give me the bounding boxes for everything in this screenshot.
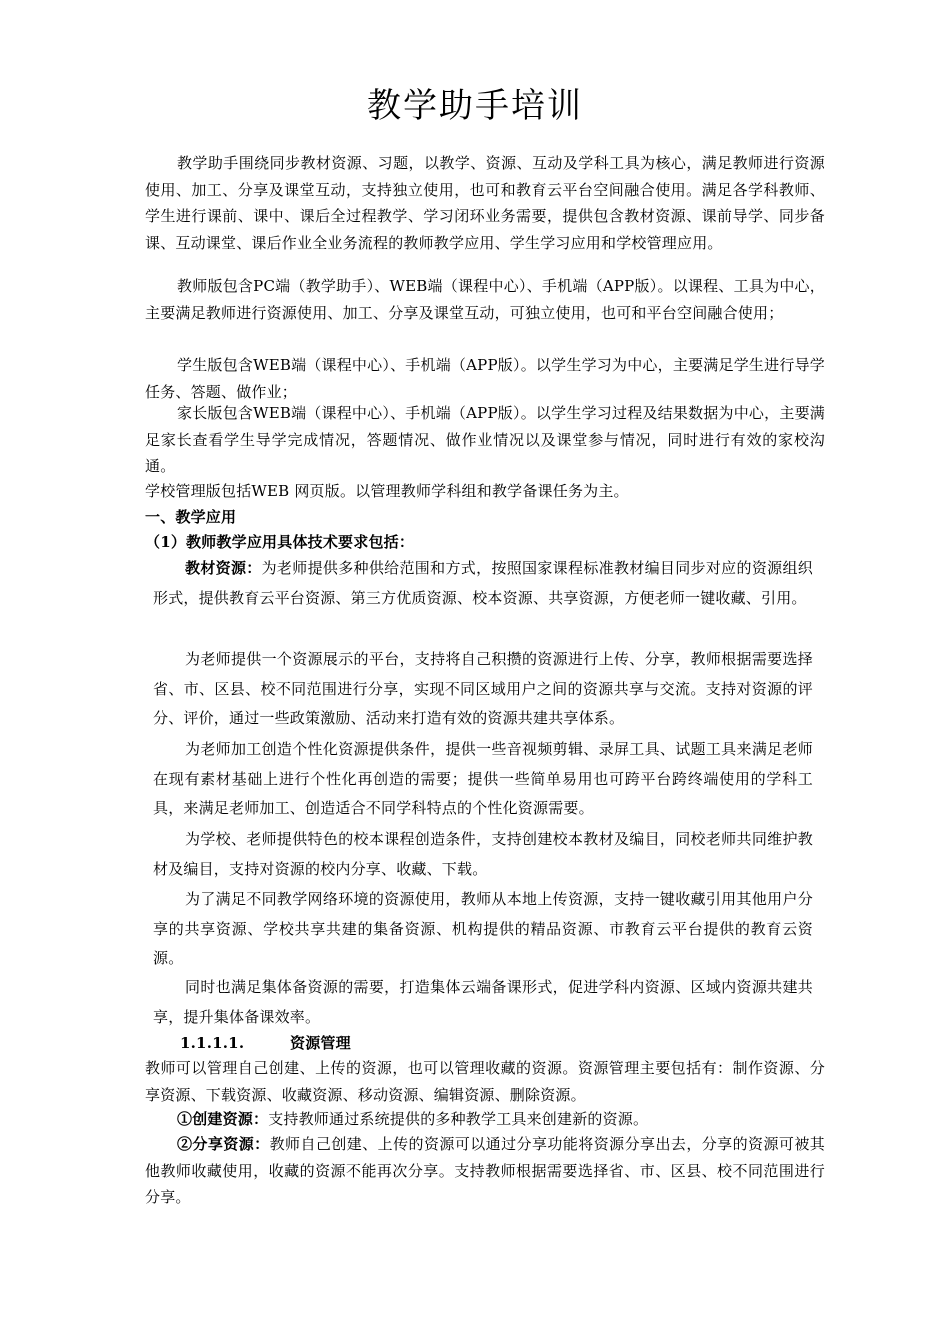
resource-platform-paragraph: 为老师提供一个资源展示的平台，支持将自己积攒的资源进行上传、分享，教师根据需要选择省、市、区县、校不同范围进行分享，实现不同区域用户之间的资源共享与交流。支持对资源的评分、评价，通过一些政策激励、活动来打造有效的资源共建共享体系。 (153, 650, 813, 727)
create-resource-item (145, 1106, 825, 1133)
intro-paragraph-1: 教学助手围绕同步教材资源、习题，以教学、资源、互动及学科工具为核心，满足教师进行资源使用、加工、分享及课堂互动，支持独立使用，也可和教育云平台空间融合使用。满足各学科教师、学生进行课前、课中、课后全过程教学、学习闭环业务需要，提供包含教材资源、课前导学、同步备课、互动课堂、课后作业全业务流程的教师教学应用、学生学习应用和学校管理应用。 (145, 154, 825, 252)
subsection-number: 1.1.1.1. (180, 1034, 245, 1052)
share-resource-item (145, 1131, 825, 1211)
intro-paragraph-student: 学生版包含WEB端（课程中心）、手机端（APP版）。以学生学习为中心，主要满足学生进行导学任务、答题、做作业； (145, 356, 825, 401)
subsection-title: 资源管理 (290, 1034, 351, 1052)
subsection-heading-resource-management (145, 1030, 825, 1057)
collective-prep-paragraph: 同时也满足集体备资源的需要，打造集体云端备课形式，促进学科内资源、区域内资源共建共享，提升集体备课效率。 (153, 978, 813, 1026)
create-resource-text: 支持教师通过系统提供的多种教学工具来创建新的资源。 (268, 1110, 649, 1128)
school-course-paragraph: 为学校、老师提供特色的校本课程创造条件，支持创建校本教材及编目，同校老师共同维护教材及编目，支持对资源的校内分享、收藏、下载。 (153, 830, 813, 878)
section-subheading-requirements: （1）教师教学应用具体技术要求包括： (145, 533, 415, 551)
share-resource-text: 教师自己创建、上传的资源可以通过分享功能将资源分享出去，分享的资源可被其他教师收藏使用，收藏的资源不能再次分享。支持教师根据需要选择省、市、区县、校不同范围进行分享。 (145, 1135, 825, 1206)
section-heading-teaching: 一、教学应用 (145, 508, 237, 526)
page-title: 教学助手培训 (367, 86, 583, 126)
network-resource-paragraph: 为了满足不同教学网络环境的资源使用，教师从本地上传资源，支持一键收藏引用其他用户分享的共享资源、学校共享共建的集备资源、机构提供的精品资源、市教育云平台提供的教育云资源。 (153, 890, 813, 967)
intro-paragraph-teacher: 教师版包含PC端（教学助手）、WEB端（课程中心）、手机端（APP版）。以课程、工具为中心，主要满足教师进行资源使用、加工、分享及课堂互动，可独立使用，也可和平台空间融合使用； (145, 277, 825, 322)
create-resource-label: ①创建资源： (177, 1110, 269, 1128)
textbook-resource-label: 教材资源： (185, 559, 262, 577)
resource-creation-paragraph: 为老师加工创造个性化资源提供条件，提供一些音视频剪辑、录屏工具、试题工具来满足老师在现有素材基础上进行个性化再创造的需要；提供一些简单易用也可跨平台跨终端使用的学科工具，来满足老师加工、创造适合不同学科特点的个性化资源需要。 (153, 740, 813, 817)
textbook-resource-paragraph (153, 554, 813, 613)
intro-paragraph-parent: 家长版包含WEB端（课程中心）、手机端（APP版）。以学生学习过程及结果数据为中心，主要满足家长查看学生导学完成情况，答题情况、做作业情况以及课堂参与情况，同时进行有效的家校沟通。 (145, 404, 825, 475)
resource-management-paragraph: 教师可以管理自己创建、上传的资源，也可以管理收藏的资源。资源管理主要包括有：制作资源、分享资源、下载资源、收藏资源、移动资源、编辑资源、删除资源。 (145, 1059, 825, 1104)
intro-paragraph-school: 学校管理版包括WEB 网页版。以管理教师学科组和教学备课任务为主。 (145, 482, 629, 500)
share-resource-label: ②分享资源： (177, 1135, 270, 1153)
textbook-resource-text: 为老师提供多种供给范围和方式，按照国家课程标准教材编目同步对应的资源组织形式，提供教育云平台资源、第三方优质资源、校本资源、共享资源，方便老师一键收藏、引用。 (153, 559, 813, 607)
